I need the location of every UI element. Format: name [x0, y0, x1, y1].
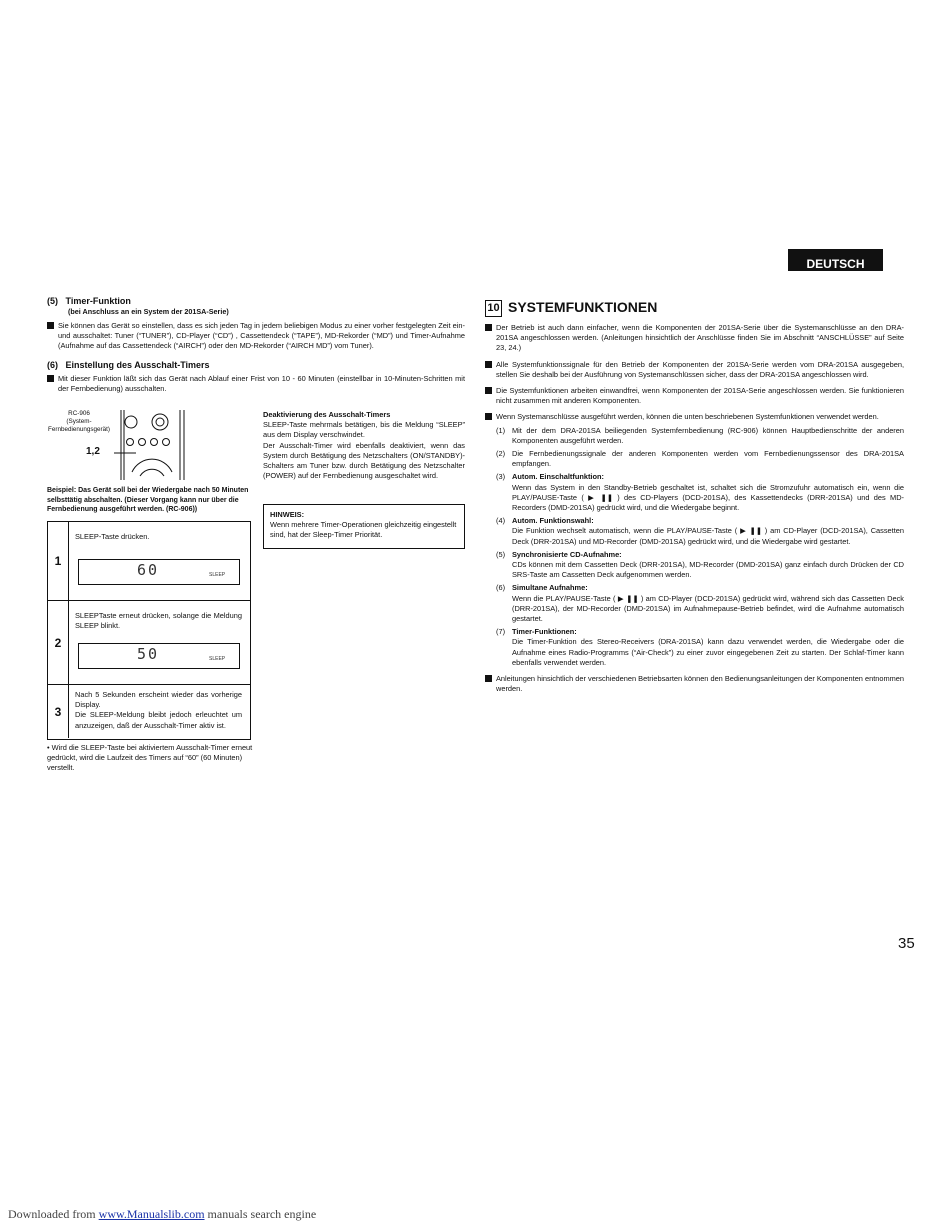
paragraph-text: Der Betrieb ist auch dann einfacher, wenn die Komponenten der 201SA-Serie über die Systemanschlüsse an den DRA-201SA angeschlossen werden. (Anleitungen hinsichtlich der Anschlüsse finden Sie im Abschnitt “ANSCHLÜSSE” auf Seite 23, 24.): [496, 323, 904, 353]
note-text: • Wird die SLEEP-Taste bei aktiviertem Ausschalt-Timer erneut gedrückt, wird die Laufzeit des Timers auf “60” (60 Minuten) verstellt.: [47, 743, 253, 773]
display-digits: 60: [137, 561, 160, 579]
item-text: Wenn die PLAY/PAUSE-Taste ( ▶ ❚❚ ) am CD-Player (DCD-201SA) gedrückt wird, während sich das Cassetten Deck (DRR-201SA), der MD-Recorder (DMD-201SA) im Aufnahmepause-Betrieb befindet, wird die Aufnahme automatisch gestartet.: [512, 593, 904, 624]
step-number: 1: [48, 522, 69, 600]
list-item: [496, 583, 904, 624]
bullet-paragraph: [485, 412, 904, 422]
bullet-square-icon: [485, 361, 492, 368]
hint-box: [263, 504, 465, 549]
step-row: [48, 601, 250, 685]
step-row: [48, 685, 250, 738]
bullet-square-icon: [47, 375, 54, 382]
item-number: (6): [496, 583, 506, 593]
bullet-paragraph: [47, 374, 465, 394]
footer-suffix: manuals search engine: [207, 1207, 317, 1221]
item-number: (4): [496, 516, 506, 526]
paragraph-text: Alle Systemfunktionssignale für den Betrieb der Komponenten der 201SA-Serie werden vom DRA-201SA ausgegeben, stellen Sie deshalb bei der Ausführung von Systemanschlüssen sicher, dass der DRA-201SA angeschlossen wird.: [496, 359, 904, 379]
bullet-paragraph: [485, 323, 904, 354]
item-text: Mit der dem DRA-201SA beiliegenden Systemfernbedienung (RC-906) können Hauptbedienschritte der anderen Komponenten ausgeführt werden.: [512, 425, 904, 445]
paragraph-text: Die Systemfunktionen arbeiten einwandfrei, wenn Komponenten der 201SA-Serie angeschlossen werden. Sie funktionieren nicht zusammen mit anderen Komponenten.: [496, 386, 904, 406]
step-text: SLEEP-Taste drücken.: [75, 532, 150, 541]
remote-label: RC-906 (System- Fernbedienungsgerät): [48, 410, 110, 433]
remote-control-illustration: [114, 410, 188, 480]
item-title: Synchronisierte CD-Aufnahme:: [512, 549, 622, 559]
item-title: Simultane Aufnahme:: [512, 583, 588, 593]
section-title: Timer-Funktion: [65, 296, 131, 306]
item-text: Die Funktion wechselt automatisch, wenn die PLAY/PAUSE-Taste ( ▶ ❚❚ ) am CD-Player (DCD-201SA), Cassetten Deck (DRR-201SA) und MD-Recorder (DMD-201SA) gedrückt wird, und die Wiedergabe wird gestartet.: [512, 526, 904, 546]
section-title: Einstellung des Ausschalt-Timers: [65, 360, 210, 370]
list-item: [496, 627, 904, 668]
list-item: [496, 550, 904, 581]
paragraph-text: Mit dieser Funktion läßt sich das Gerät nach Ablauf einer Frist von 10 - 60 Minuten (einstellbar in 10-Minuten-Schritten mit der Fernbedienung) ausschalten.: [58, 374, 465, 394]
section-timer-function: [47, 296, 465, 352]
section-number: (6): [47, 360, 58, 370]
item-number: (7): [496, 627, 506, 637]
item-number: (1): [496, 425, 506, 435]
bullet-square-icon: [485, 387, 492, 394]
bullet-square-icon: [485, 675, 492, 682]
paragraph-text: Wenn Systemanschlüsse ausgeführt werden, können die unten beschriebenen Systemfunktionen verwendet werden.: [496, 412, 879, 422]
paragraph-text: Sie können das Gerät so einstellen, dass es sich jeden Tag in jedem beliebigen Modus zu einer vorher festgelegten Zeit ein- und ausschaltet: Tuner (“TUNER”), CD-Player (“CD”) , Cassettendeck (“TAPE”), MD-Rekorder (“MD”) und Timer-Aufnahme (Aufnahme auf das Cassettendeck (“AIRCH”) oder den MD-Rekorder (“AIRCH MD”) vom Tuner).: [58, 321, 465, 351]
display-digits: 50: [137, 645, 160, 663]
step-row: [48, 522, 250, 601]
item-number: (5): [496, 549, 506, 559]
section-sleep-timer: [47, 360, 465, 394]
page-number: 35: [898, 935, 915, 952]
item-text: CDs können mit dem Cassetten Deck (DRR-201SA), MD-Recorder (DMD-201SA) ganz einfach durch Drücken der CD SRS-Taste am Cassetten Deck aufgenommen werden.: [512, 560, 904, 580]
paragraph-text: Anleitungen hinsichtlich der verschiedenen Betriebsarten können den Bedienungsanleitungen der Komponenten entnommen werden.: [496, 674, 905, 694]
section-number-box: 10: [485, 300, 502, 317]
list-item: [496, 516, 904, 547]
section-number: (5): [47, 296, 58, 306]
deactivation-title: Deaktivierung des Ausschalt-Timers: [263, 410, 391, 419]
example-text: Beispiel: Das Gerät soll bei der Wiedergabe nach 50 Minuten selbsttätig abschalten. (Dieser Vorgang kann nur über die Fernbedienung ausgeführt werden. (RC-906)): [47, 487, 249, 514]
display-panel: [78, 643, 240, 669]
list-item: [496, 449, 904, 469]
bullet-paragraph: [485, 386, 904, 406]
hint-title: HINWEIS:: [270, 510, 305, 519]
deactivation-text: SLEEP-Taste mehrmals betätigen, bis die Meldung “SLEEP” aus dem Display verschwindet. Der Ausschalt-Timer wird ebenfalls deaktiviert, wenn das System durch Betätigung des Netzschalters (ON/STANDBY)-Schalters am Tuner bzw. durch Betätigung des Netzschalter (POWER) auf der Fernbedienung ausgeschaltet wird.: [263, 420, 465, 481]
manualslib-link[interactable]: www.Manualslib.com: [98, 1207, 205, 1221]
bullet-square-icon: [485, 413, 492, 420]
language-badge: DEUTSCH: [788, 249, 883, 271]
system-functions-body: [485, 323, 904, 695]
item-text: Die Timer-Funktion des Stereo-Receivers (DRA-201SA) kann dazu verwendet werden, die Wiedergabe oder die Aufnahme eines Radio-Programms (“Air-Check”) zu einer zuvor eingegebenen Zeit zu starten. Der Schlaf-Timer kann ebenfalls verwendet werden.: [512, 637, 904, 667]
bullet-paragraph: [485, 360, 904, 380]
section-heading: [47, 360, 465, 370]
bullet-paragraph: [47, 321, 465, 352]
list-item: [496, 426, 904, 446]
item-title: Timer-Funktionen:: [512, 627, 577, 637]
hint-text: Wenn mehrere Timer-Operationen gleichzeitig eingestellt sind, hat der Sleep-Timer Priorität.: [270, 520, 457, 540]
sleep-indicator: SLEEP: [209, 572, 226, 578]
item-title: Autom. Funktionswahl:: [512, 516, 594, 526]
display-panel: [78, 559, 240, 585]
item-title: Autom. Einschaltfunktion:: [512, 472, 604, 482]
item-number: (2): [496, 449, 506, 459]
step-text: SLEEPTaste erneut drücken, solange die Meldung SLEEP blinkt.: [75, 611, 242, 631]
step-text: Nach 5 Sekunden erscheint wieder das vorherige Display. Die SLEEP-Meldung bleibt jedoch erleuchtet um anzuzeigen, daß der Ausschalt-Timer aktiv ist.: [75, 690, 242, 730]
function-list: [496, 426, 904, 668]
step-number: 2: [48, 601, 69, 684]
page-title: [485, 299, 657, 317]
step-table: [47, 521, 251, 740]
list-item: [496, 472, 904, 513]
bullet-square-icon: [47, 322, 54, 329]
item-number: (3): [496, 472, 506, 482]
section-heading: [47, 296, 465, 306]
footer-prefix: Downloaded from: [8, 1207, 96, 1221]
section-subtitle: (bei Anschluss an ein System der 201SA-Serie): [68, 307, 229, 316]
download-footer: [8, 1207, 316, 1222]
item-text: Wenn das System in den Standby-Betrieb geschaltet ist, schaltet sich die Stromzufuhr automatisch ein, wenn die PLAY/PAUSE-Taste ( ▶ ❚❚ ) des CD-Players (DCD-201SA), des Kassettendecks (DRR-201SA) und des MD-Recorders (DMD-201SA) gedrückt wird, und die Wiedergabe beginnt.: [512, 482, 904, 513]
bullet-paragraph: [485, 674, 904, 694]
item-text: Die Fernbedienungssignale der anderen Komponenten werden vom Fernbedienungssensor des DRA-201SA empfangen.: [512, 449, 904, 469]
step-number: 3: [48, 685, 69, 738]
callout-label: 1,2: [86, 446, 100, 457]
bullet-square-icon: [485, 324, 492, 331]
section-title: SYSTEMFUNKTIONEN: [508, 299, 658, 315]
sleep-indicator: SLEEP: [209, 656, 226, 662]
deactivation-block: [263, 410, 465, 481]
